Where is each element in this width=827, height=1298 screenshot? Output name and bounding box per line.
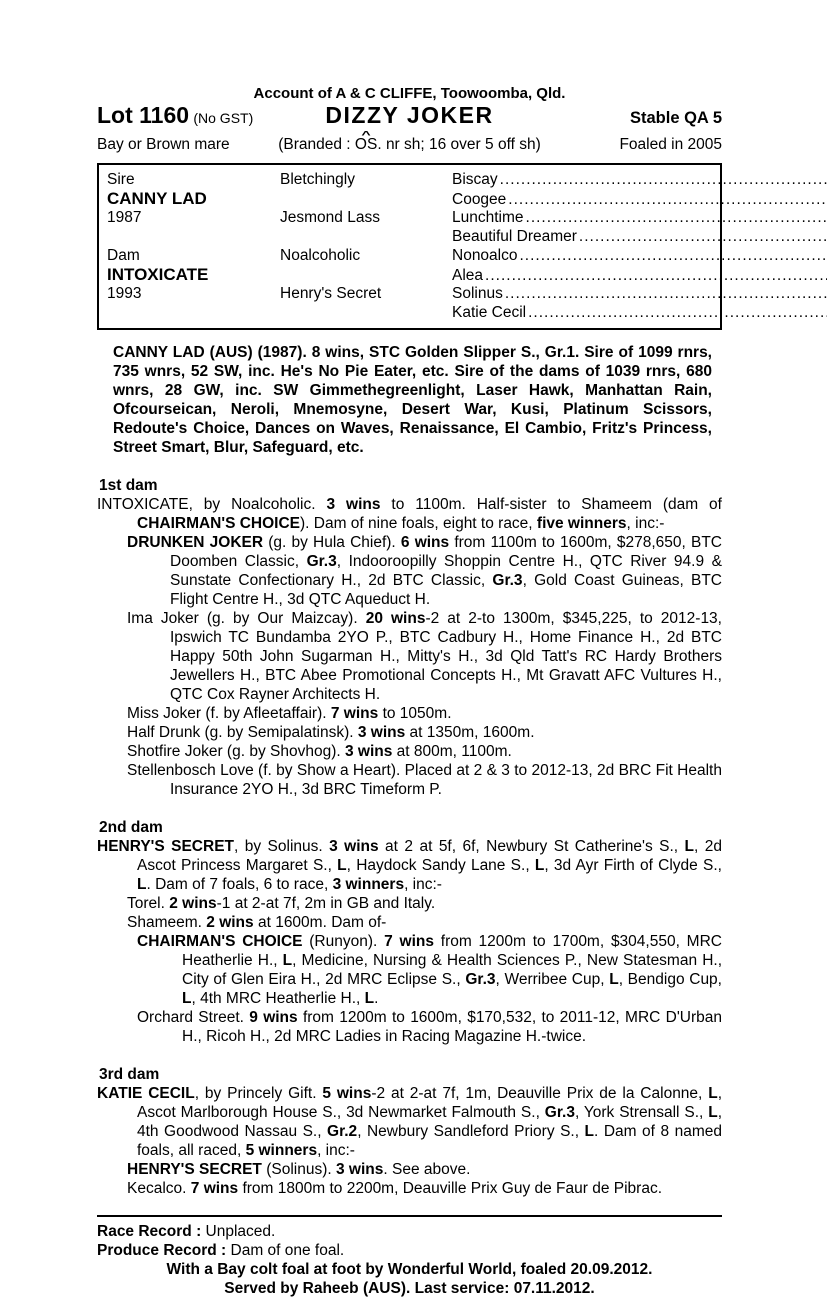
- pedigree-subject-cell: Dam: [107, 246, 280, 265]
- pedigree-row: [107, 189, 710, 208]
- account-line: Account of A & C CLIFFE, Toowoomba, Qld.: [97, 84, 722, 103]
- foaled-year: Foaled in 2005: [541, 135, 722, 154]
- pedigree-paragraph: Orchard Street. 9 wins from 1200m to 1600m, $170,532, to 2011-12, MRC D'Urban H., Ricoh H., 2d MRC Ladies in Racing Magazine H.-twice.: [97, 1008, 722, 1046]
- pedigree-paragraph: Kecalco. 7 wins from 1800m to 2200m, Deauville Prix Guy de Faur de Pibrac.: [97, 1179, 722, 1198]
- ancestor-name: Biscay: [452, 170, 498, 189]
- pedigree-paragraph: Stellenbosch Love (f. by Show a Heart). Placed at 2 & 3 to 2012-13, 2d BRC Fit Health Insurance 2YO H., 3d BRC Timeform P.: [97, 761, 722, 799]
- leader-dots: [528, 303, 827, 322]
- pedigree-paragraph: HENRY'S SECRET (Solinus). 3 wins. See above.: [97, 1160, 722, 1179]
- record-block: [97, 1222, 722, 1298]
- dam-section-heading: 1st dam: [99, 476, 722, 495]
- pedigree-row: [107, 303, 710, 322]
- sire-summary-paragraph: CANNY LAD (AUS) (1987). 8 wins, STC Golden Slipper S., Gr.1. Sire of 1099 rnrs, 735 wnrs, 52 SW, inc. He's No Pie Eater, etc. Sire of the dams of 1039 rnrs, 680 wnrs, 28 GW, inc. SW Gimmethegreenlight, Laser Hawk, Manhattan Rain, Ofcourseican, Neroli, Mnemosyne, Desert War, Kusi, Platinum Scissors, Redoute's Choice, Dances on Waves, Renaissance, El Cambio, Fritz's Princess, Street Smart, Blur, Safeguard, etc.: [113, 343, 712, 457]
- horse-description: Bay or Brown mare: [97, 135, 278, 154]
- pedigree-row: [107, 170, 710, 189]
- pedigree-ancestor-line: [452, 266, 827, 285]
- ancestor-name: Coogee: [452, 190, 506, 209]
- pedigree-paragraph: Miss Joker (f. by Afleetaffair). 7 wins to 1050m.: [97, 704, 722, 723]
- pedigree-parent-cell: Noalcoholic: [280, 246, 452, 265]
- pedigree-ancestor-line: [452, 303, 827, 322]
- pedigree-paragraph: Ima Joker (g. by Our Maizcay). 20 wins-2 at 2-to 1300m, $345,225, to 2012-13, Ipswich TC Bundamba 2YO P., BTC Cadbury H., Home Finance H., 2d BTC Happy 50th John Sugarman H., Mitty's H., 3d Qld Tatt's RC Hardy Brothers Jewellers H., BTC Abee Promotional Concepts H., Mt Gravatt AFC Vultures H., QTC Cox Rayner Architects H.: [97, 609, 722, 704]
- pedigree-row: [107, 227, 710, 246]
- pedigree-ancestor-line: [452, 284, 827, 303]
- pedigree-parent-cell: Bletchingly: [280, 170, 452, 189]
- pedigree-table: [97, 163, 722, 330]
- pedigree-paragraph: Shameem. 2 wins at 1600m. Dam of-: [97, 913, 722, 932]
- leader-dots: [526, 208, 827, 227]
- pedigree-paragraph: DRUNKEN JOKER (g. by Hula Chief). 6 wins from 1100m to 1600m, $278,650, BTC Doomben Classic, Gr.3, Indooroopilly Shoppin Centre H., QTC River 94.9 & Sunstate Confectionary H., 2d BTC Classic, Gr.3, Gold Coast Guineas, BTC Flight Centre H., 3d QTC Aqueduct H.: [97, 533, 722, 609]
- pedigree-subject-cell: 1987: [107, 208, 280, 227]
- pedigree-paragraph: CHAIRMAN'S CHOICE (Runyon). 7 wins from 1200m to 1700m, $304,550, MRC Heatherlie H., L, Medicine, Nursing & Health Sciences P., New Statesman H., City of Glen Eira H., 2d MRC Eclipse S., Gr.3, Werribee Cup, L, Bendigo Cup, L, 4th MRC Heatherlie H., L.: [97, 932, 722, 1008]
- record-divider: [97, 1215, 722, 1217]
- pedigree-paragraph: Half Drunk (g. by Semipalatinsk). 3 wins at 1350m, 1600m.: [97, 723, 722, 742]
- pedigree-ancestor-line: [452, 246, 827, 265]
- pedigree-row: [107, 265, 710, 284]
- pedigree-paragraph: Torel. 2 wins-1 at 2-at 7f, 2m in GB and Italy.: [97, 894, 722, 913]
- pedigree-subject-cell: Sire: [107, 170, 280, 189]
- ancestor-name: Solinus: [452, 284, 503, 303]
- pedigree-ancestor-line: [452, 227, 827, 246]
- pedigree-ancestor-line: [452, 208, 827, 227]
- leader-dots: [485, 266, 827, 285]
- pedigree-row: [107, 284, 710, 303]
- lot-number: Lot 1160: [97, 102, 189, 128]
- pedigree-paragraph: INTOXICATE, by Noalcoholic. 3 wins to 1100m. Half-sister to Shameem (dam of CHAIRMAN'S CHOICE). Dam of nine foals, eight to race, five winners, inc:-: [97, 495, 722, 533]
- ancestor-name: Lunchtime: [452, 208, 524, 227]
- pedigree-subject-cell: 1993: [107, 284, 280, 303]
- leader-dots: [505, 284, 827, 303]
- pedigree-subject-cell: INTOXICATE: [107, 265, 280, 284]
- pedigree-parent-cell: Jesmond Lass: [280, 208, 452, 227]
- pedigree-ancestor-line: [452, 170, 827, 189]
- race-record: Race Record : Unplaced.: [97, 1222, 722, 1241]
- service-note: Served by Raheeb (AUS). Last service: 07.11.2012.: [97, 1279, 722, 1298]
- pedigree-parent-cell: Henry's Secret: [280, 284, 452, 303]
- pedigree-paragraph: HENRY'S SECRET, by Solinus. 3 wins at 2 at 5f, 6f, Newbury St Catherine's S., L, 2d Ascot Princess Margaret S., L, Haydock Sandy Lane S., L, 3d Ayr Firth of Clyde S., L. Dam of 7 foals, 6 to race, 3 winners, inc:-: [97, 837, 722, 894]
- leader-dots: [579, 227, 827, 246]
- lot-title-row: [97, 106, 722, 128]
- leader-dots: [508, 190, 827, 209]
- leader-dots: [520, 246, 827, 265]
- horse-name: DIZZY JOKER: [325, 106, 493, 125]
- pedigree-paragraph: Shotfire Joker (g. by Shovhog). 3 wins at 800m, 1100m.: [97, 742, 722, 761]
- dam-section-heading: 2nd dam: [99, 818, 722, 837]
- foal-at-foot-note: With a Bay colt foal at foot by Wonderful World, foaled 20.09.2012.: [97, 1260, 722, 1279]
- pedigree-ancestor-line: [452, 190, 827, 209]
- description-row: [97, 135, 722, 154]
- ancestor-name: Alea: [452, 266, 483, 285]
- pedigree-subject-cell: CANNY LAD: [107, 189, 280, 208]
- dam-section: [97, 818, 722, 1046]
- pedigree-row: [107, 208, 710, 227]
- pedigree-row: [107, 246, 710, 265]
- stable-number: Stable QA 5: [494, 109, 722, 128]
- dam-section-heading: 3rd dam: [99, 1065, 722, 1084]
- brand-mark: ^ OS: [355, 135, 377, 154]
- ancestor-name: Beautiful Dreamer: [452, 227, 577, 246]
- produce-record: Produce Record : Dam of one foal.: [97, 1241, 722, 1260]
- dam-sections: [97, 476, 722, 1198]
- ancestor-name: Nonoalco: [452, 246, 518, 265]
- brand-details: (Branded : ^ OS. nr sh; 16 over 5 off sh): [278, 135, 541, 154]
- leader-dots: [500, 170, 827, 189]
- dam-section: [97, 476, 722, 799]
- pedigree-paragraph: KATIE CECIL, by Princely Gift. 5 wins-2 at 2-at 7f, 1m, Deauville Prix de la Calonne, L, Ascot Marlborough House S., 3d Newmarket Falmouth S., Gr.3, York Strensall S., L, 4th Goodwood Nassau S., Gr.2, Newbury Sandleford Priory S., L. Dam of 8 named foals, all raced, 5 winners, inc:-: [97, 1084, 722, 1160]
- ancestor-name: Katie Cecil: [452, 303, 526, 322]
- gst-note: (No GST): [193, 110, 253, 126]
- lot-group: [97, 106, 325, 128]
- catalog-page: [97, 0, 722, 1298]
- dam-section: [97, 1065, 722, 1198]
